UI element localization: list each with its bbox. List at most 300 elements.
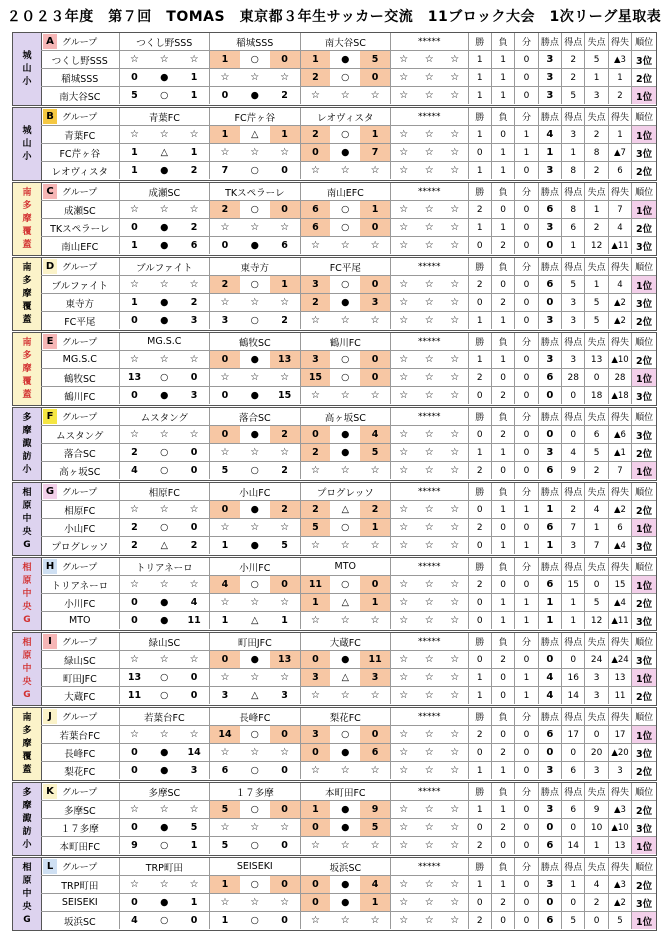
stars	[391, 726, 468, 743]
star-icon: ☆	[424, 522, 434, 533]
stars-cell	[391, 519, 469, 536]
stat-goals-for: 1	[562, 144, 585, 161]
stat-rank: 1位	[632, 912, 656, 929]
stars-cell	[391, 837, 469, 854]
result-symbol: △	[251, 615, 259, 626]
star-icon: ☆	[424, 654, 434, 665]
group-block-k	[12, 782, 657, 856]
stat-wins: 0	[469, 819, 492, 836]
group-cell	[41, 333, 120, 350]
score-against: 3	[360, 294, 390, 311]
match-result	[210, 687, 300, 704]
stars	[391, 276, 468, 293]
result-symbol: ☆	[250, 522, 260, 533]
header-goals-for: 得点	[562, 33, 585, 50]
result-symbol: ●	[250, 90, 259, 101]
result-symbol: ●	[160, 597, 169, 608]
match-result	[210, 669, 300, 686]
match-score	[301, 69, 390, 86]
stars	[391, 612, 468, 629]
score-for: 13	[127, 672, 142, 683]
match-result	[301, 894, 391, 911]
match-score	[120, 501, 209, 518]
stat-goal-diff: ▲10	[609, 819, 632, 836]
header-rank: 順位	[635, 38, 654, 48]
score-for: ☆	[220, 447, 230, 458]
header-win: 勝	[469, 483, 492, 500]
score-against: ☆	[280, 447, 290, 458]
score-against: 6	[190, 240, 198, 251]
region-char: 城	[22, 125, 32, 136]
column-team: FC平尾	[301, 258, 391, 275]
match-result	[301, 312, 391, 329]
stat-wins: 1	[469, 801, 492, 818]
header-draw: 分	[515, 333, 538, 350]
score-for: ☆	[129, 729, 139, 740]
match-score	[210, 162, 299, 179]
match-score	[120, 87, 209, 104]
stat-losses: 0	[492, 201, 515, 218]
stat-goals-against: 5	[585, 312, 608, 329]
result-symbol: ○	[250, 465, 259, 476]
score-for: 0	[131, 222, 138, 233]
stat-goal-diff: ▲24	[609, 651, 632, 668]
score-for: 0	[221, 90, 229, 101]
stat-goals-against: 3	[585, 87, 608, 104]
group-header-row	[41, 633, 656, 651]
header-win: 勝	[469, 708, 492, 725]
score-against: 13	[270, 351, 300, 368]
score-against: 0	[270, 576, 300, 593]
result-symbol: ☆	[250, 897, 260, 908]
stat-rank: 2位	[636, 766, 653, 778]
header-goals-for: 得点	[562, 708, 585, 725]
team-name: １７多摩	[41, 819, 120, 836]
stat-points: 0	[539, 237, 562, 254]
score-against: 2	[281, 315, 288, 326]
stat-goals-against: 20	[585, 744, 608, 761]
score-for: ☆	[310, 390, 320, 401]
stat-wins: 2	[469, 276, 492, 293]
team-row	[41, 144, 656, 162]
match-score	[301, 426, 390, 443]
score-for: 9	[131, 840, 138, 851]
match-result	[301, 144, 391, 161]
stars-cell	[391, 726, 469, 743]
stat-points: 3	[539, 162, 562, 179]
score-against: 3	[281, 690, 288, 701]
score-for: ☆	[220, 372, 230, 383]
stars	[391, 876, 468, 893]
score-against: 0	[360, 219, 390, 236]
result-symbol: ○	[250, 579, 259, 590]
match-result	[301, 687, 391, 704]
score-for: 11	[127, 690, 142, 701]
header-loss: 負	[492, 858, 515, 875]
star-icon: ☆	[399, 879, 409, 890]
stat-rank: 2位	[636, 598, 653, 610]
score-for: 1	[221, 615, 229, 626]
header-points: 勝点	[539, 708, 562, 725]
stars-cell	[391, 387, 469, 404]
stars	[391, 294, 468, 311]
region-char: G	[23, 914, 31, 925]
score-for: 1	[131, 165, 138, 176]
star-icon: ☆	[399, 222, 409, 233]
score-for: 7	[221, 165, 229, 176]
star-icon: ☆	[450, 672, 460, 683]
result-symbol: ○	[250, 840, 259, 851]
stat-goals-for: 0	[562, 426, 585, 443]
result-symbol: ○	[250, 765, 259, 776]
stars	[391, 426, 468, 443]
stars-cell	[391, 87, 469, 104]
header-points: 勝点	[539, 483, 562, 500]
team-row	[41, 876, 656, 894]
column-team: 小川FC	[210, 558, 300, 575]
match-score	[120, 462, 209, 479]
header-points: 勝点	[539, 633, 562, 650]
score-against: 7	[360, 144, 390, 161]
score-for: ☆	[129, 504, 139, 515]
result-symbol: ○	[160, 522, 169, 533]
stat-draws: 0	[515, 744, 538, 761]
stat-points: 1	[539, 501, 562, 518]
stat-goal-diff: ▲2	[609, 501, 632, 518]
match-result	[301, 594, 391, 611]
score-against: 2	[190, 297, 198, 308]
star-icon: ☆	[399, 390, 409, 401]
group-grid	[41, 633, 656, 705]
team-row	[41, 219, 656, 237]
result-symbol: ●	[160, 747, 169, 758]
stat-points: 0	[539, 744, 562, 761]
stat-draws: 0	[515, 819, 538, 836]
header-loss: 負	[492, 633, 515, 650]
stat-draws: 1	[515, 669, 538, 686]
score-against: 1	[281, 615, 288, 626]
stat-goals-against: 10	[585, 819, 608, 836]
match-score	[301, 201, 390, 218]
match-result	[120, 594, 210, 611]
stat-goals-for: 4	[562, 444, 585, 461]
match-score	[120, 69, 209, 86]
score-for: 3	[301, 351, 331, 368]
header-rank: 順位	[635, 863, 654, 873]
star-icon: ☆	[424, 390, 434, 401]
stat-draws: 0	[515, 444, 538, 461]
stat-points: 6	[539, 462, 562, 479]
match-score	[210, 687, 299, 704]
match-score	[210, 126, 299, 143]
stat-losses: 0	[492, 912, 515, 929]
match-result	[210, 276, 300, 293]
header-goals-for: 得点	[562, 633, 585, 650]
score-against: 0	[281, 840, 288, 851]
score-against: ☆	[370, 240, 380, 251]
star-icon: ☆	[399, 897, 409, 908]
score-against: ☆	[189, 804, 199, 815]
score-against: ☆	[370, 90, 380, 101]
match-result	[120, 894, 210, 911]
match-result	[301, 801, 391, 818]
star-icon: ☆	[424, 504, 434, 515]
stars	[391, 351, 468, 368]
score-against: 0	[360, 276, 390, 293]
match-score	[120, 519, 209, 536]
stat-goal-diff: ▲2	[609, 294, 632, 311]
stat-goal-diff: ▲2	[609, 312, 632, 329]
team-row	[41, 762, 656, 780]
match-score	[120, 876, 209, 893]
score-against: ☆	[370, 165, 380, 176]
column-team: TRP町田	[120, 858, 210, 875]
team-row	[41, 462, 656, 480]
match-result	[301, 126, 391, 143]
region-char: 小	[22, 839, 32, 850]
stat-draws: 0	[515, 801, 538, 818]
stat-wins: 2	[469, 576, 492, 593]
match-result	[301, 237, 391, 254]
stat-losses: 2	[492, 387, 515, 404]
match-result	[210, 837, 300, 854]
stat-losses: 1	[492, 762, 515, 779]
team-name: 青葉FC	[41, 126, 120, 143]
score-against: 4	[360, 876, 390, 893]
stat-goals-for: 8	[562, 162, 585, 179]
stat-goal-diff: ▲4	[609, 537, 632, 554]
stat-points: 3	[539, 762, 562, 779]
header-win: 勝	[469, 108, 492, 125]
group-cell	[41, 183, 120, 200]
stat-losses: 0	[492, 276, 515, 293]
stars-cell	[391, 426, 469, 443]
score-for: ☆	[310, 915, 320, 926]
team-row	[41, 69, 656, 87]
column-stars: *****	[391, 783, 469, 800]
header-goals-for: 得点	[562, 258, 585, 275]
score-for: 2	[210, 201, 240, 218]
star-icon: ☆	[399, 279, 409, 290]
score-against: 2	[190, 165, 198, 176]
region-char: 央	[22, 601, 32, 612]
result-symbol: ○	[341, 129, 350, 140]
match-result	[120, 444, 210, 461]
stat-goals-against: 18	[585, 387, 608, 404]
score-against: ☆	[189, 54, 199, 65]
group-letter: J	[43, 709, 57, 724]
score-for: ☆	[310, 690, 320, 701]
header-win: 勝	[469, 33, 492, 50]
match-score	[301, 444, 390, 461]
team-row	[41, 819, 656, 837]
team-row	[41, 51, 656, 69]
score-against: 13	[270, 651, 300, 668]
stat-goals-against: 5	[585, 294, 608, 311]
star-icon: ☆	[424, 147, 434, 158]
team-name: 成瀬SC	[41, 201, 120, 218]
result-symbol: ●	[341, 897, 350, 908]
header-loss: 負	[492, 483, 515, 500]
score-for: ☆	[220, 72, 230, 83]
region-char: 多	[22, 200, 32, 211]
header-loss: 負	[492, 783, 515, 800]
header-draw: 分	[515, 558, 538, 575]
header-win: 勝	[469, 408, 492, 425]
match-result	[301, 69, 391, 86]
region-char: 小	[22, 151, 32, 162]
score-for: 0	[131, 822, 138, 833]
region-char: G	[23, 614, 31, 625]
match-score	[210, 612, 299, 629]
column-team: 落合SC	[210, 408, 300, 425]
score-against: ☆	[370, 765, 380, 776]
stat-losses: 1	[492, 219, 515, 236]
stat-losses: 1	[492, 537, 515, 554]
group-header-row	[41, 858, 656, 876]
score-for: ☆	[220, 822, 230, 833]
match-score	[301, 51, 390, 68]
match-result	[120, 426, 210, 443]
header-loss: 負	[492, 33, 515, 50]
star-icon: ☆	[399, 54, 409, 65]
stat-goals-against: 3	[585, 762, 608, 779]
result-symbol: ☆	[250, 447, 260, 458]
result-symbol: ○	[250, 54, 259, 65]
stat-goals-for: 0	[562, 387, 585, 404]
result-symbol: ☆	[159, 129, 169, 140]
match-score	[301, 237, 390, 254]
score-for: ☆	[310, 315, 320, 326]
match-result	[301, 669, 391, 686]
result-symbol: ☆	[159, 279, 169, 290]
region-char: 中	[22, 513, 32, 524]
header-goals-for: 得点	[562, 483, 585, 500]
group-grid	[41, 333, 656, 405]
match-score	[120, 126, 209, 143]
header-points: 勝点	[539, 408, 562, 425]
group-label: グループ	[62, 563, 98, 573]
group-letter: D	[43, 259, 57, 274]
stat-losses: 2	[492, 819, 515, 836]
match-score	[301, 687, 390, 704]
region-char: 南	[22, 337, 32, 348]
score-for: ☆	[310, 465, 320, 476]
star-icon: ☆	[399, 240, 409, 251]
score-for: 3	[221, 315, 229, 326]
team-row	[41, 894, 656, 912]
stat-goal-diff: ▲3	[609, 51, 632, 68]
score-against: 0	[190, 672, 198, 683]
match-result	[120, 612, 210, 629]
match-score	[210, 312, 299, 329]
match-result	[210, 369, 300, 386]
result-symbol: ●	[160, 240, 169, 251]
stat-rank: 3位	[636, 898, 653, 910]
header-points: 勝点	[539, 783, 562, 800]
stars	[391, 87, 468, 104]
stat-wins: 1	[469, 219, 492, 236]
stat-goal-diff: 5	[609, 912, 632, 929]
group-label: グループ	[62, 638, 98, 648]
header-loss: 負	[492, 333, 515, 350]
match-result	[210, 444, 300, 461]
result-symbol: ☆	[340, 90, 350, 101]
column-team: FC芹ヶ谷	[210, 108, 300, 125]
stat-goals-against: 8	[585, 144, 608, 161]
score-against: 3	[360, 669, 390, 686]
score-against: ☆	[370, 540, 380, 551]
stat-wins: 0	[469, 612, 492, 629]
match-score	[301, 294, 390, 311]
result-symbol: △	[160, 147, 168, 158]
score-against: ☆	[280, 222, 290, 233]
region-char: 多	[22, 350, 32, 361]
score-against: ☆	[370, 615, 380, 626]
match-result	[120, 351, 210, 368]
match-score	[120, 762, 209, 779]
match-score	[210, 426, 299, 443]
stat-wins: 2	[469, 462, 492, 479]
score-for: 0	[210, 651, 240, 668]
result-symbol: ☆	[340, 240, 350, 251]
page-title: ２０２３年度 第７回 TOMAS 東京都３年生サッカー交流 11ブロック大会 1次リーグ星取表	[6, 9, 662, 25]
team-row	[41, 612, 656, 630]
region-char: 南	[22, 712, 32, 723]
match-result	[210, 237, 300, 254]
header-goals-against: 失点	[585, 258, 608, 275]
group-cell	[41, 858, 120, 875]
stat-goals-for: 1	[562, 876, 585, 893]
stat-points: 3	[539, 351, 562, 368]
header-loss: 負	[492, 108, 515, 125]
result-symbol: ☆	[340, 315, 350, 326]
stat-points: 6	[539, 912, 562, 929]
match-score	[210, 519, 299, 536]
match-result	[210, 576, 300, 593]
score-against: ☆	[189, 129, 199, 140]
column-team: プログレッソ	[301, 483, 391, 500]
match-result	[301, 912, 391, 929]
header-loss: 負	[492, 558, 515, 575]
stat-wins: 2	[469, 201, 492, 218]
stat-goals-against: 0	[585, 726, 608, 743]
group-header-row	[41, 708, 656, 726]
group-block-g	[12, 482, 657, 556]
stat-goal-diff: 4	[609, 219, 632, 236]
team-name: 多摩SC	[41, 801, 120, 818]
result-symbol: ☆	[159, 429, 169, 440]
team-row	[41, 387, 656, 405]
header-goals-against: 失点	[585, 108, 608, 125]
stat-points: 0	[539, 651, 562, 668]
score-for: 0	[210, 351, 240, 368]
star-icon: ☆	[450, 147, 460, 158]
score-against: ☆	[189, 729, 199, 740]
stat-goal-diff: ▲10	[609, 351, 632, 368]
stat-points: 3	[539, 801, 562, 818]
stat-draws: 0	[515, 87, 538, 104]
match-result	[120, 387, 210, 404]
score-for: 0	[301, 426, 331, 443]
result-symbol: ☆	[250, 297, 260, 308]
score-against: ☆	[280, 822, 290, 833]
score-for: 2	[131, 540, 138, 551]
stat-losses: 1	[492, 87, 515, 104]
stars	[391, 576, 468, 593]
star-icon: ☆	[450, 879, 460, 890]
stars	[391, 51, 468, 68]
